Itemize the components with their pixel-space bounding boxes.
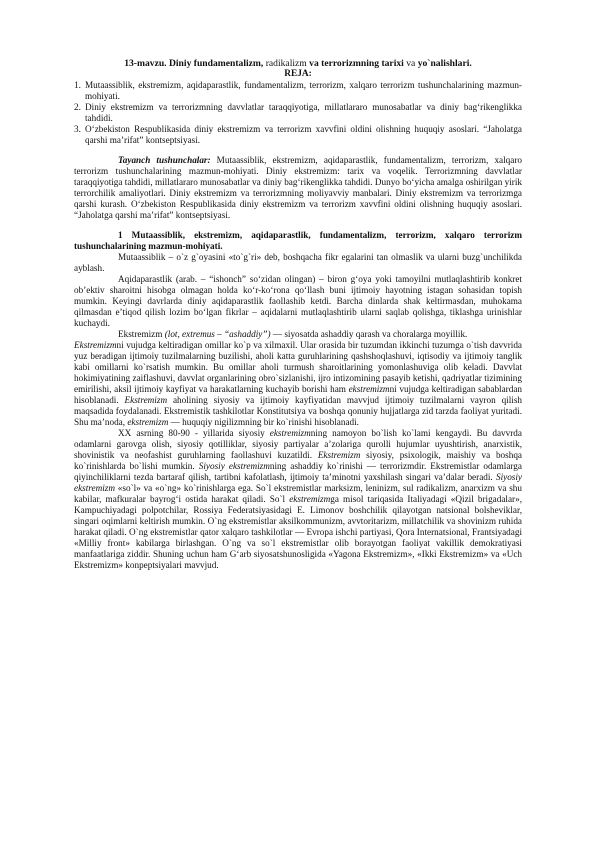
- plan-item: [74, 80, 522, 102]
- paragraph-ekstremizm-definition: Ekstremizm (lot, extremus – “ashaddiy”) — siyosatda ashaddiy qarash va choralarga moyillik.: [118, 329, 468, 340]
- plan-item-number: 2.: [74, 102, 81, 113]
- paragraph-political-extremism: XX asrning 80-90 - yillarida siyosiy ekstremizmning namoyon bo`lish ko`lami kengaydi. Bu davvrda odamlarni garovga olish, siyosiy qotilliklar, siyosiy partiyalar a’zolariga qurolli hujumlar uyushtirish, anarxistik, shovinistik va neofashist guruhlarning faollashuvi kuzatildi. Ekstremizm siyosiy, psixologik, maishiy va boshqa ko`rinishlarda bo`lishi mumkin. Siyosiy ekstremizmning ashaddiy ko`rinishi — terrorizmdir. Ekstremistlar odamlarga qiyinchiliklarni tezda bartaraf qilish, tartibni kafolatlash, ijtimoiy ta’minotni yaxshilash singari va’dalar beradi. Siyosiy ekstremizm «so`l» va «o`ng» ko`rinishlarga ega. So`l ekstremistlar marksizm, leninizm, sul radikalizm, anarxizm va shu kabilar, mafkuralar bayrog‘i ostida harakat qiladi. So`l ekstremizmga misol tariqasida Italiyadagi «Qizil brigadalar», Kampuchiyadagi polpotchilar, Rossiya Federatsiyasidagi E. Limonov boshchilik qilayotgan natsional bolsheviklar, singari oqimlarni keltirish mumkin. O`ng ekstremistlar aksilkommunizm, avvtoritarizm, millatchilik va shovinizm ruhida harakat qiladi. O`ng ekstremistlar qator xalqaro tashkilotlar — Evropa ishchi partiyasi, Qora Internatsional, Frantsiyadagi «Milliy front» kabilarga birlashgan. O`ng va so`l ekstremistlar olib borayotgan faoliyat vakillik demokratiyasi manfaatlariga ziddir. Shuning uchun ham G‘arb siyosatshunosligida «Yagona Ekstremizm», «Ikki Ekstremizm» va «Uch Ekstremizm» konpeptsiyalari mavvjud.: [74, 428, 523, 571]
- paragraph-ekstremizm-factors: Ekstremizmni vujudga keltiradigan omillar ko`p va xilmaxil. Ular orasida bir tuzumdan ikkinchi tuzumga o`tish davvrida yuz beradigan ijtimoiy tuzilmalarning buzilishi, aholi katta guruhlarining qashshoqlashuvi, iqtisodiy va ijtimoiy tanglik kabi omillarni ko`rsatish mumkin. Bu omillar aholi turmush sharoitlarining yomonlashuviga olib keladi. Davvlat hokimiyatining zaiflashuvi, davvlat organlarining obro`sizlanishi, ijro intizomining pasayib ketishi, qadriyatlar tizimining emirilishi, aksil ijtimoiy kayfiyat va harakatlarning kuchayib borishi ham ekstremizmni vujudga keltiradigan sabablardan hisoblanadi. Ekstremizm aholining siyosiy va ijtimoiy kayfiyatidan mavvjud ijtimoiy tuzilmalarni vayron qilish maqsadida foydalanadi. Ekstremistik tashkilotlar Konstitutsiya va boshqa qonuniy hujjatlarga zid tarzda faoliyat yuritadi. Shu ma’noda, ekstremizm — huquqiy nigilizmning bir ko`rinishi hisoblanadi.: [74, 340, 522, 428]
- plan-item-text: Diniy ekstremizm va terrorizmning davvlatlar taraqqiyotiga, millatlararo munosabatlar va diniy bag‘rikenglikka tahdidi.: [85, 102, 522, 124]
- keywords-text: Mutaassiblik, ekstremizm, aqidaparastlik, fundamentalizm, terrorizm, xalqaro terrorizm tushunchalarining mazmun-mohiyati. Diniy ekstremizm: tarix va voqelik. Terrorizmning davvlatlar taraqqiyotiga tahdidi, millatlararo munosabatlar va diniy bag‘rikenglikka tahdidi. Dunyo bo‘yicha amalga oshirilgan yirik terrorchilik amaliyotlari. Diniy ekstremizm va terrorizmning moliyavviy manbalari. Diniy ekstremizm va terrorizmga qarshi kurash. O‘zbekiston Respublikasida diniy ekstremizm va terrorizm xavvfini oldini olishning huquqiy asoslari. “Jaholatga qarshi ma’rifat” kontseptsiyasi.: [74, 155, 522, 221]
- title-part-2: radikalizm: [265, 58, 307, 69]
- paragraph-mutaassiblik: Mutaassiblik – o`z g`oyasini «to`g`ri» deb, boshqacha fikr egalarini tan olmaslik va ularni buzg`unchilikda ayblash.: [74, 252, 522, 274]
- title-part-3: va terrorizmning tarixi: [306, 58, 404, 69]
- plan-label: REJA:: [284, 69, 312, 80]
- title-part-5: yo`nalishlari.: [417, 58, 472, 69]
- keywords-paragraph: [74, 155, 522, 221]
- title-part-4: va: [403, 58, 418, 69]
- section-heading: 1 Mutaassiblik, ekstremizm, aqidaparastlik, fundamentalizm, terrorizm, xalqaro terrorizm tushunchalarining mazmun-mohiyati.: [74, 230, 522, 252]
- term: Ekstremizm: [118, 329, 163, 340]
- plan-list: [74, 80, 522, 146]
- plan-item: [74, 102, 522, 124]
- paragraph-aqidaparastlik: Aqidaparastlik (arab. – “ishonch” so‘zidan olingan) – biron g‘oya yoki tamoyilni mutlaqlashtirib konkret ob’ektiv sharoitni hisobga olmagan holda ko‘r-ko‘rona qo‘llash buni ijtimoiy hayotning istagan sohasidan topish mumkin. Keyingi davrlarda diniy aqidaparastlik faollashib ketdi. Barcha dinlarda shak keltirmasdan, muhokama qilmasdan e’tiqod qilish lozim bo‘lgan fikrlar – aqidalarni mutlaqlashtirib ularni saqlab qolishga, tiklashga urinishlar kuchaydi.: [74, 274, 522, 329]
- plan-item-number: 1.: [74, 80, 81, 91]
- plan-item-text: Mutaassiblik, ekstremizm, aqidaparastlik, fundamentalizm, terrorizm, xalqaro terrorizm tushunchalarining mazmun-mohiyati.: [85, 80, 522, 102]
- plan-item-text: O‘zbekiston Respublikasida diniy ekstremizm va terrorizm xavvfini oldini olishning huquqiy asoslari. “Jaholatga qarshi ma’rifat” kontseptsiyasi.: [85, 124, 522, 146]
- document-body: [74, 58, 522, 571]
- etymology: (lot, extremus – “ashaddiy”): [162, 329, 271, 340]
- title-part-1: 13-mavzu. Diniy fundamentalizm,: [124, 58, 266, 69]
- plan-item-number: 3.: [74, 124, 81, 135]
- page-title: [74, 58, 522, 69]
- plan-item: [74, 124, 522, 146]
- keywords-label: Tayanch tushunchalar:: [118, 155, 211, 166]
